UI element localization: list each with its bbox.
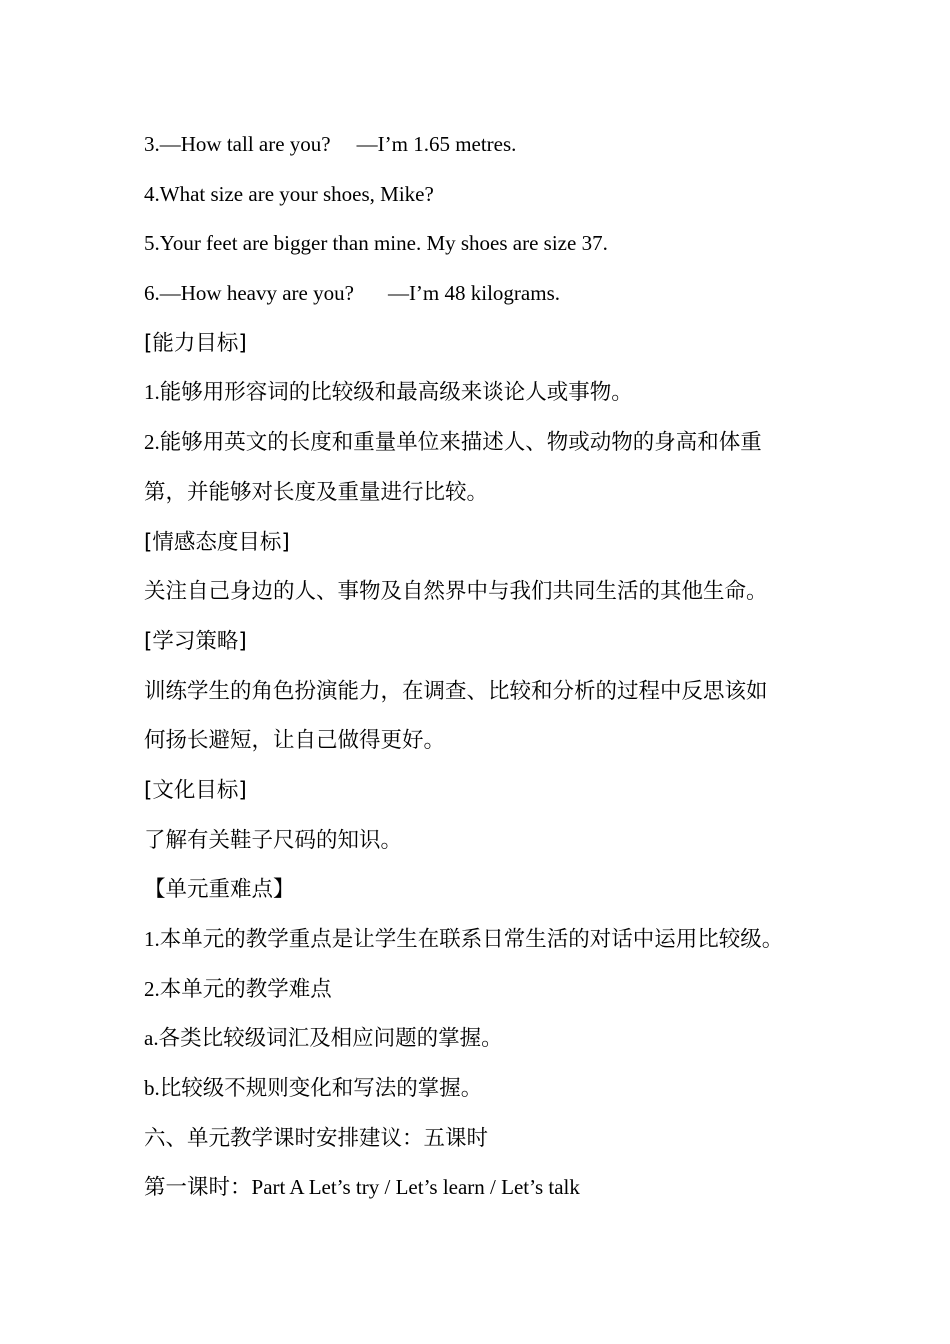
difficulty-b: b.比较级不规则变化和写法的掌握。 xyxy=(144,1076,483,1102)
ability-goal-1: 1.能够用形容词的比较级和最高级来谈论人或事物。 xyxy=(144,380,633,406)
ability-goal-2: 2.能够用英文的长度和重量单位来描述人、物或动物的身高和体重 xyxy=(144,430,762,456)
lesson-1: 第一课时：Part A Let’s try / Let’s learn / Let’s talk xyxy=(144,1175,580,1201)
example-sentence-6: 6.—How heavy are you? —I’m 48 kilograms. xyxy=(144,281,560,306)
heading-emotion-goals: [情感态度目标] xyxy=(144,529,290,555)
heading-unit-key-points: 【单元重难点】 xyxy=(144,877,295,903)
key-point-1: 1.本单元的教学重点是让学生在联系日常生活的对话中运用比较级。 xyxy=(144,927,784,952)
key-point-2: 2.本单元的教学难点 xyxy=(144,976,332,1002)
ability-goal-2-continued: 第，并能够对长度及重量进行比较。 xyxy=(144,479,489,505)
heading-lesson-schedule: 六、单元教学课时安排建议：五课时 xyxy=(144,1125,489,1151)
document-page xyxy=(144,120,844,1213)
learning-strategy-text: 训练学生的角色扮演能力，在调查、比较和分析的过程中反思该如 xyxy=(144,678,768,704)
heading-learning-strategy: [学习策略] xyxy=(144,628,247,654)
example-sentence-4: 4.What size are your shoes, Mike? xyxy=(144,181,434,206)
heading-culture-goals: [文化目标] xyxy=(144,777,247,803)
culture-goal-text: 了解有关鞋子尺码的知识。 xyxy=(144,827,403,853)
difficulty-a: a.各类比较级词汇及相应问题的掌握。 xyxy=(144,1026,503,1052)
learning-strategy-text-continued: 何扬长避短，让自己做得更好。 xyxy=(144,728,446,754)
emotion-goal-text: 关注自己身边的人、事物及自然界中与我们共同生活的其他生命。 xyxy=(144,579,768,605)
example-sentence-3: 3.—How tall are you? —I’m 1.65 metres. xyxy=(144,132,517,156)
example-sentence-5: 5.Your feet are bigger than mine. My shoes are size 37. xyxy=(144,231,608,256)
heading-ability-goals: [能力目标] xyxy=(144,330,247,356)
